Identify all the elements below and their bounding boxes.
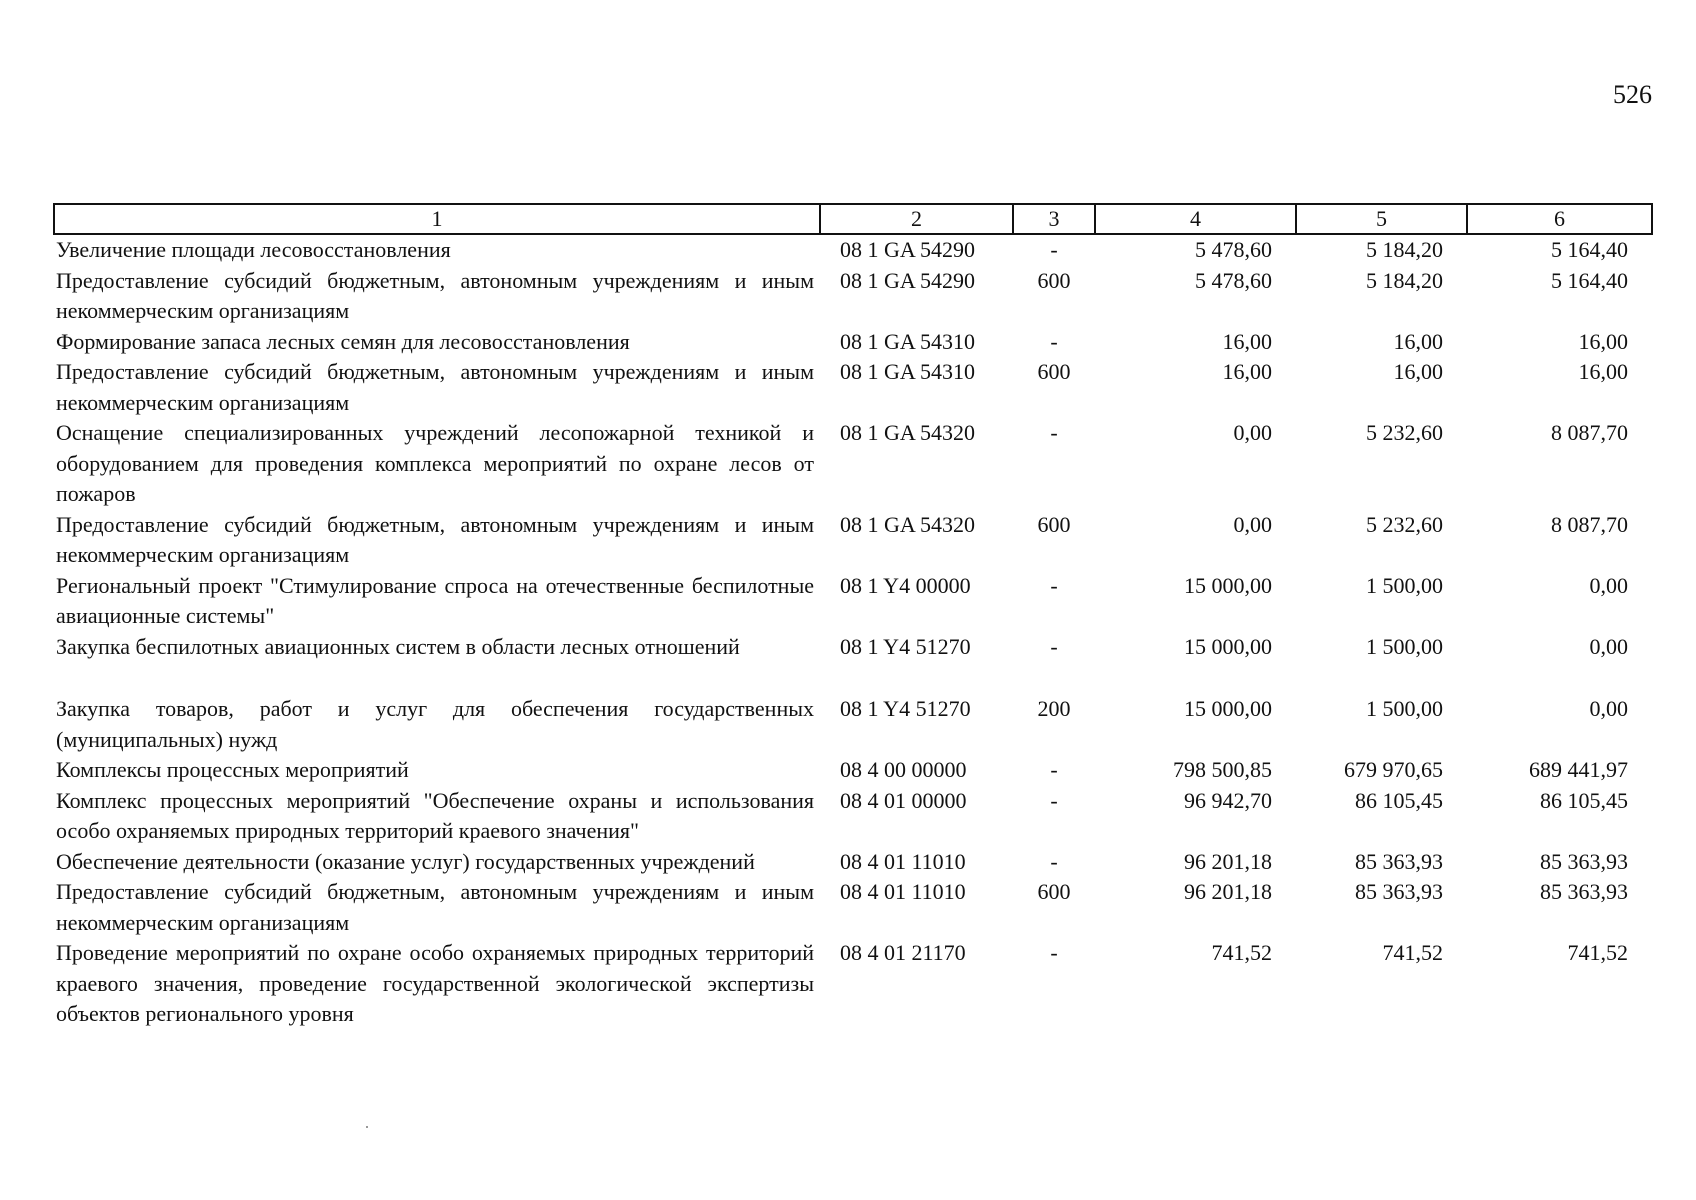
- row-value-5: 86 105,45: [1355, 787, 1443, 813]
- row-value-6: 0,00: [1589, 572, 1628, 598]
- row-expense-type: -: [1050, 572, 1058, 598]
- row-expense-type: -: [1050, 633, 1058, 659]
- row-name: Комплекс процессных мероприятий "Обеспечение охраны и использования особо охраняемых природных территорий краевого значения": [56, 787, 814, 843]
- row-name: Комплексы процессных мероприятий: [56, 757, 409, 782]
- row-value-5: 1 500,00: [1366, 572, 1443, 598]
- row-value-5: 16,00: [1393, 359, 1443, 384]
- row-value-4: 16,00: [1222, 359, 1272, 384]
- row-code: 08 1 GA 54320: [840, 420, 976, 445]
- row-name: Закупка беспилотных авиационных систем в области лесных отношений: [56, 633, 740, 659]
- row-value-4: 16,00: [1222, 328, 1272, 354]
- row-code: 08 4 01 00000: [840, 787, 967, 813]
- table-row: [54, 234, 1652, 266]
- row-value-5: 1 500,00: [1366, 696, 1443, 721]
- row-code: 08 4 01 21170: [840, 940, 966, 965]
- table-row: [54, 632, 1652, 663]
- row-expense-type: -: [1050, 757, 1058, 782]
- row-value-5: 741,52: [1382, 940, 1443, 965]
- row-expense-type: -: [1050, 940, 1058, 965]
- row-value-6: 5 164,40: [1551, 267, 1628, 293]
- table-row: [54, 266, 1652, 327]
- row-expense-type: 200: [1037, 696, 1071, 721]
- row-value-4: 96 201,18: [1184, 848, 1272, 874]
- row-value-6: 0,00: [1589, 633, 1628, 659]
- page-number: 526: [1613, 80, 1652, 109]
- row-name: Предоставление субсидий бюджетным, автономным учреждениям и иным некоммерческим организациям: [56, 879, 814, 935]
- row-value-5: 16,00: [1393, 328, 1443, 354]
- row-value-6: 0,00: [1589, 696, 1628, 721]
- table-row: [54, 510, 1652, 571]
- row-value-5: 85 363,93: [1355, 879, 1443, 904]
- row-value-5: 85 363,93: [1355, 848, 1443, 874]
- table-row: [54, 755, 1652, 786]
- row-value-6: 8 087,70: [1551, 420, 1628, 445]
- column-header-5: 5: [1296, 204, 1467, 234]
- row-code: 08 1 Y4 51270: [840, 696, 971, 721]
- row-expense-type: -: [1050, 848, 1058, 874]
- row-expense-type: -: [1050, 787, 1058, 813]
- row-code: 08 4 01 11010: [840, 848, 966, 874]
- row-name: Обеспечение деятельности (оказание услуг) государственных учреждений: [56, 848, 755, 874]
- row-value-4: 798 500,85: [1173, 757, 1272, 782]
- table-row: [54, 786, 1652, 847]
- row-code: 08 4 01 11010: [840, 879, 966, 904]
- row-value-4: 15 000,00: [1184, 572, 1272, 598]
- column-header-2: 2: [820, 204, 1013, 234]
- row-value-4: 0,00: [1233, 420, 1272, 445]
- row-name: Формирование запаса лесных семян для лесовосстановления: [56, 328, 630, 354]
- row-value-4: 5 478,60: [1195, 237, 1272, 262]
- row-name: Предоставление субсидий бюджетным, автономным учреждениям и иным некоммерческим организациям: [56, 359, 814, 415]
- row-value-5: 5 184,20: [1366, 267, 1443, 293]
- row-name: Предоставление субсидий бюджетным, автономным учреждениям и иным некоммерческим организациям: [56, 511, 814, 567]
- row-name: Оснащение специализированных учреждений лесопожарной техникой и оборудованием для проведения комплекса мероприятий по охране лесов от пожаров: [56, 420, 814, 506]
- row-code: 08 1 GA 54310: [840, 328, 976, 354]
- row-name: Региональный проект "Стимулирование спроса на отечественные беспилотные авиационные системы": [56, 572, 814, 628]
- row-value-4: 0,00: [1233, 511, 1272, 537]
- row-value-6: 85 363,93: [1540, 879, 1628, 904]
- row-name: Увеличение площади лесовосстановления: [56, 237, 451, 262]
- column-header-6: 6: [1467, 204, 1652, 234]
- row-spacer: [54, 662, 1652, 694]
- table-row: [54, 847, 1652, 878]
- row-name: Закупка товаров, работ и услуг для обеспечения государственных (муниципальных) нужд: [56, 696, 814, 752]
- table-row: [54, 357, 1652, 418]
- column-header-4: 4: [1095, 204, 1296, 234]
- row-value-6: 16,00: [1578, 328, 1628, 354]
- row-code: 08 1 GA 54320: [840, 511, 976, 537]
- row-value-5: 679 970,65: [1344, 757, 1443, 782]
- table-row: [54, 694, 1652, 755]
- row-code: 08 1 GA 54290: [840, 267, 976, 293]
- table-row: [54, 938, 1652, 1030]
- column-header-1: 1: [54, 204, 820, 234]
- row-expense-type: -: [1050, 237, 1058, 262]
- row-expense-type: 600: [1037, 879, 1071, 904]
- row-value-5: 5 232,60: [1366, 420, 1443, 445]
- row-expense-type: 600: [1037, 267, 1071, 293]
- row-value-4: 96 942,70: [1184, 787, 1272, 813]
- row-value-6: 741,52: [1567, 940, 1628, 965]
- table-row: [54, 571, 1652, 632]
- row-code: 08 1 Y4 51270: [840, 633, 971, 659]
- row-expense-type: -: [1050, 328, 1058, 354]
- row-value-4: 741,52: [1211, 940, 1272, 965]
- row-value-6: 16,00: [1578, 359, 1628, 384]
- row-value-6: 5 164,40: [1551, 237, 1628, 262]
- row-value-5: 5 184,20: [1366, 237, 1443, 262]
- row-code: 08 1 GA 54290: [840, 237, 976, 262]
- row-expense-type: 600: [1037, 511, 1071, 537]
- row-code: 08 1 Y4 00000: [840, 572, 971, 598]
- table-header-row: [54, 204, 1652, 234]
- row-value-6: 86 105,45: [1540, 787, 1628, 813]
- row-value-6: 85 363,93: [1540, 848, 1628, 874]
- row-value-5: 1 500,00: [1366, 633, 1443, 659]
- row-value-4: 15 000,00: [1184, 696, 1272, 721]
- row-expense-type: -: [1050, 420, 1058, 445]
- table-row: [54, 877, 1652, 938]
- row-code: 08 4 00 00000: [840, 757, 967, 782]
- row-value-6: 689 441,97: [1529, 757, 1628, 782]
- scan-speck: [366, 1126, 368, 1128]
- column-header-3: 3: [1013, 204, 1095, 234]
- row-code: 08 1 GA 54310: [840, 359, 976, 384]
- empty-line: [54, 662, 1652, 694]
- table-row: [54, 327, 1652, 358]
- row-name: Проведение мероприятий по охране особо охраняемых природных территорий краевого значения, проведение государственной экологической экспертизы объектов регионального уровня: [56, 940, 814, 1026]
- row-value-4: 96 201,18: [1184, 879, 1272, 904]
- row-value-4: 15 000,00: [1184, 633, 1272, 659]
- budget-table: [53, 203, 1653, 1030]
- table-row: [54, 418, 1652, 510]
- row-name: Предоставление субсидий бюджетным, автономным учреждениям и иным некоммерческим организациям: [56, 267, 814, 323]
- row-expense-type: 600: [1037, 359, 1071, 384]
- row-value-4: 5 478,60: [1195, 267, 1272, 293]
- row-value-5: 5 232,60: [1366, 511, 1443, 537]
- row-value-6: 8 087,70: [1551, 511, 1628, 537]
